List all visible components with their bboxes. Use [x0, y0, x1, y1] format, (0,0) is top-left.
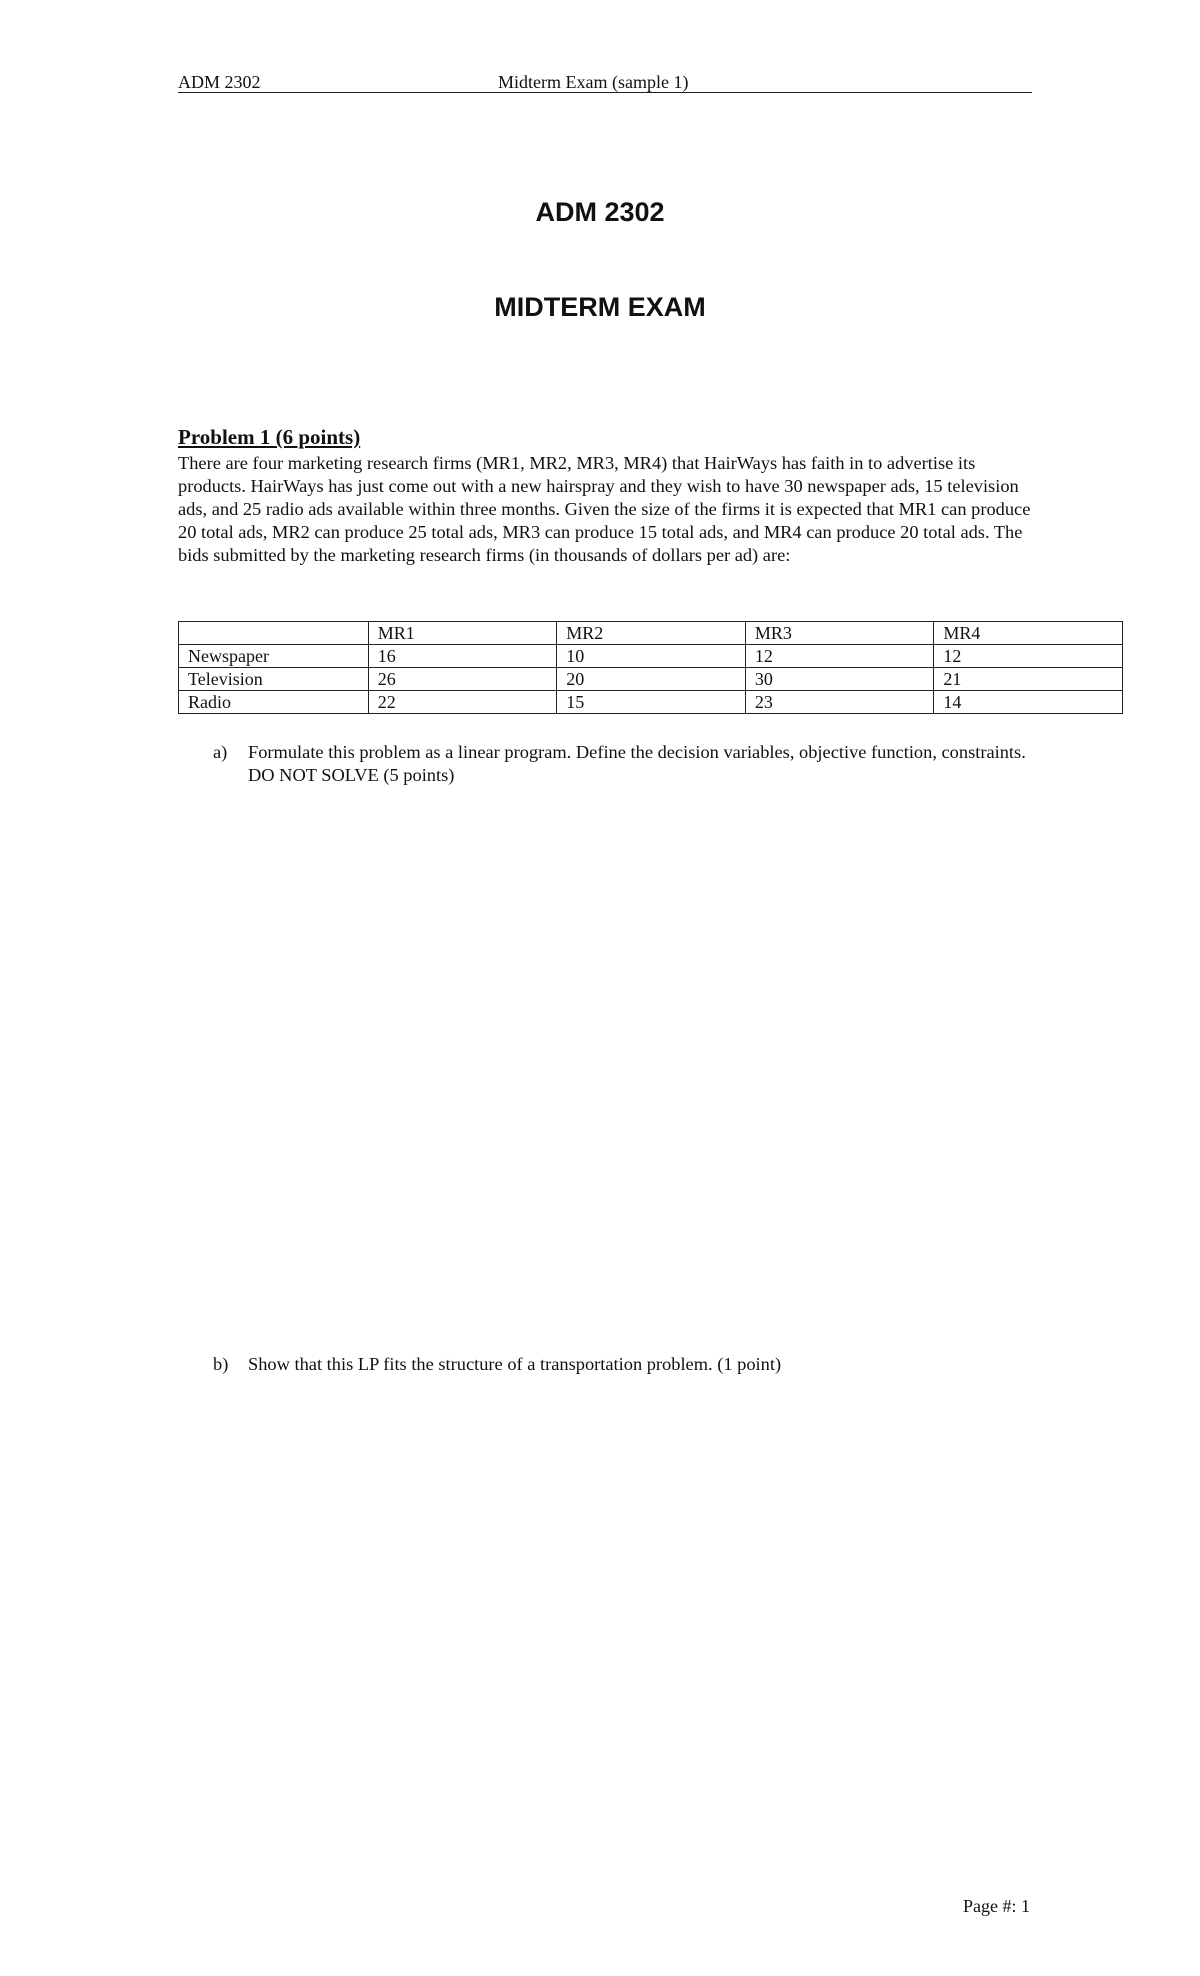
row-label: Newspaper	[179, 645, 369, 668]
table-cell: 23	[745, 691, 934, 714]
table-row	[179, 645, 1123, 668]
table-cell: 16	[368, 645, 557, 668]
table-row	[179, 691, 1123, 714]
table-cell: 30	[745, 668, 934, 691]
document-title-exam: MIDTERM EXAM	[494, 292, 706, 322]
question-text: Formulate this problem as a linear program. Define the decision variables, objective function, constraints. DO NOT SOLVE (5 points)	[248, 742, 1026, 785]
question-text: Show that this LP fits the structure of a transportation problem. (1 point)	[248, 1354, 782, 1374]
problem-heading: Problem 1 (6 points)	[178, 425, 361, 449]
page-header	[178, 72, 1032, 93]
table-cell: 10	[557, 645, 746, 668]
document-title-course: ADM 2302	[535, 197, 665, 227]
table-cell: 12	[745, 645, 934, 668]
table-header-cell: MR2	[557, 622, 746, 645]
header-exam-subtitle: Midterm Exam (sample 1)	[498, 72, 689, 92]
page-number: Page #: 1	[963, 1896, 1030, 1916]
question-letter: a)	[213, 742, 228, 762]
table-cell: 15	[557, 691, 746, 714]
bids-table	[178, 621, 1123, 714]
row-label: Television	[179, 668, 369, 691]
problem-statement: There are four marketing research firms (MR1, MR2, MR3, MR4) that HairWays has faith in to advertise its products. HairWays has just come out with a new hairspray and they wish to have 30 newspaper ads, 15 television ads, and 25 radio ads available within three months. Given the size of the firms it is expected that MR1 can produce 20 total ads, MR2 can produce 25 total ads, MR3 can produce 15 total ads, and MR4 can produce 20 total ads. The bids submitted by the marketing research firms (in thousands of dollars per ad) are:	[178, 453, 1031, 565]
table-cell: 14	[934, 691, 1123, 714]
header-course-code: ADM 2302	[178, 72, 261, 92]
row-label: Radio	[179, 691, 369, 714]
table-header-cell: MR3	[745, 622, 934, 645]
table-header-cell: MR4	[934, 622, 1123, 645]
table-cell: 12	[934, 645, 1123, 668]
table-cell: 21	[934, 668, 1123, 691]
table-cell: 20	[557, 668, 746, 691]
table-header-cell: MR1	[368, 622, 557, 645]
table-header-row	[179, 622, 1123, 645]
question-letter: b)	[213, 1354, 229, 1374]
table-row	[179, 668, 1123, 691]
table-cell: 26	[368, 668, 557, 691]
table-header-cell	[179, 622, 369, 645]
table-cell: 22	[368, 691, 557, 714]
